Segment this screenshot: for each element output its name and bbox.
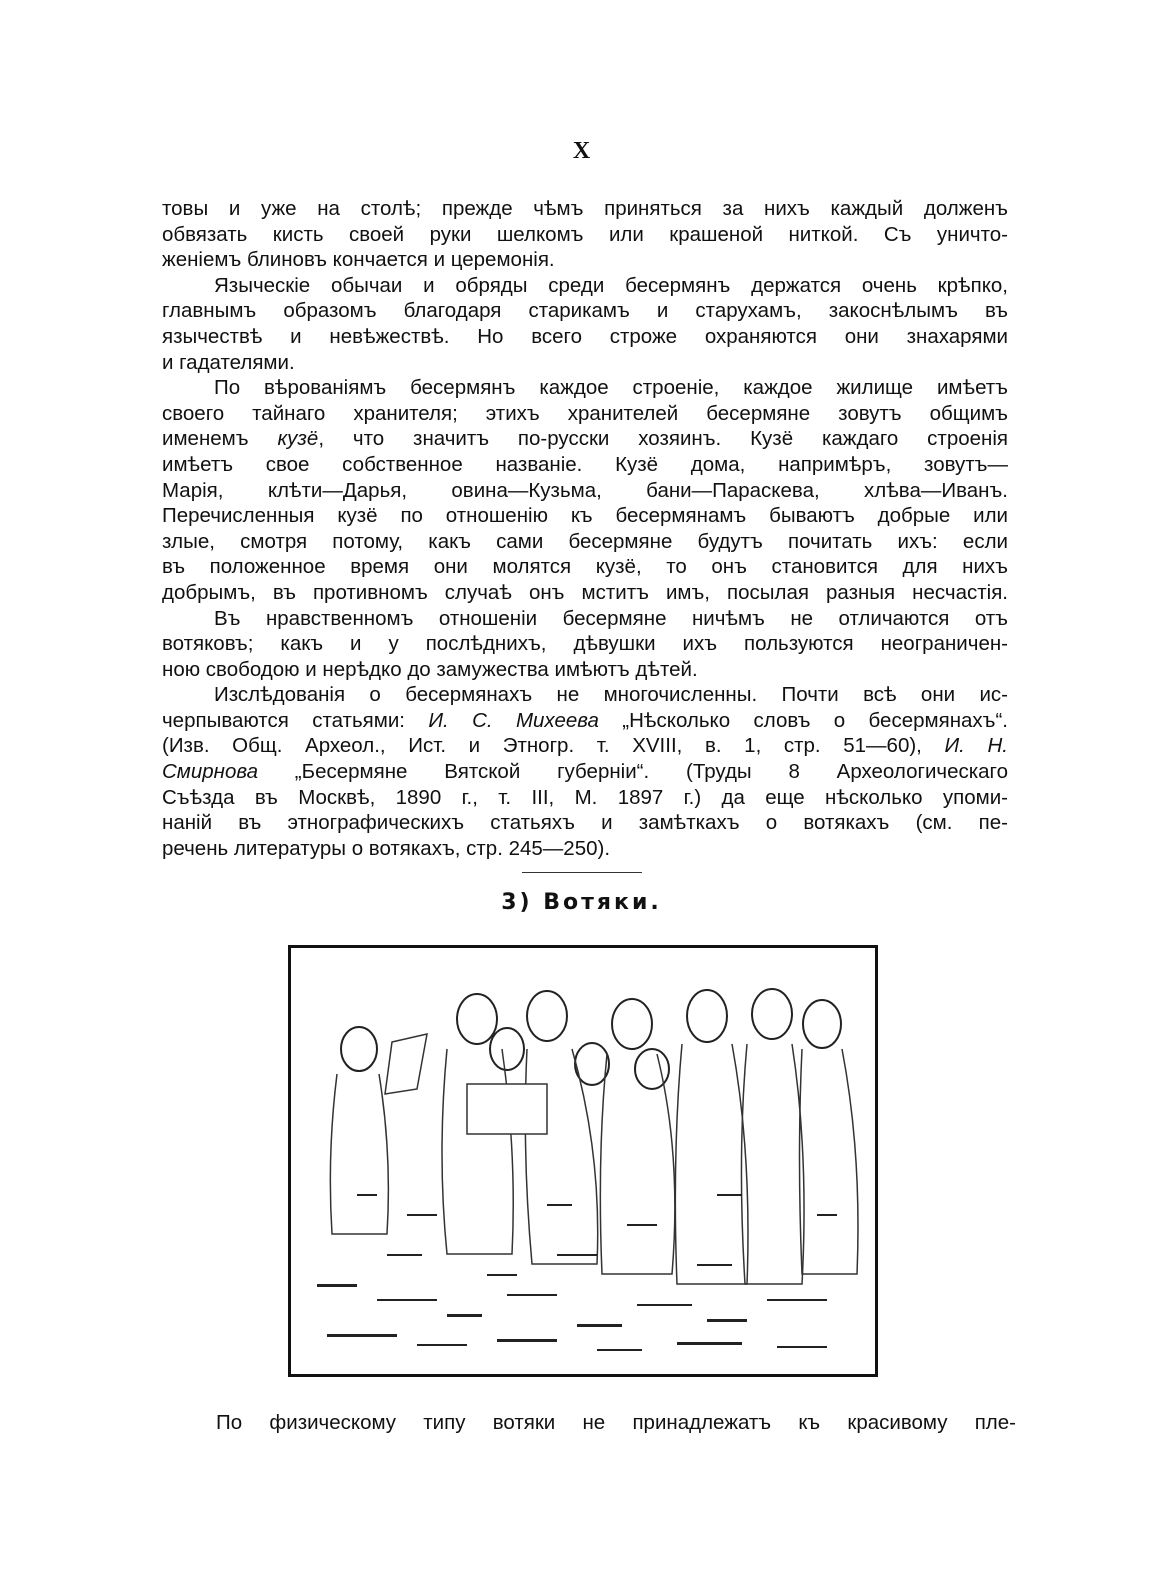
text-line: наній въ этнографическихъ статьяхъ и замѣткахъ о вотякахъ (см. пе-	[162, 811, 1008, 835]
continuation-line: По физическому типу вотяки не принадлежатъ къ красивому пле-	[216, 1411, 1016, 1434]
text-segment: (Изв. Общ. Археол., Ист. и Этногр. т. XVIII, в. 1, стр. 51—60),	[162, 734, 945, 758]
page-number: X	[572, 138, 591, 164]
text-line: и гадателями.	[162, 350, 295, 374]
text-line: товы и уже на столѣ; прежде чѣмъ приняться за нихъ каждый долженъ	[162, 197, 1008, 220]
italic-term: кузё	[277, 427, 319, 451]
group-photograph	[288, 945, 878, 1377]
text-line: По вѣрованіямъ бесермянъ каждое строеніе, каждое жилище имѣетъ	[214, 376, 1008, 400]
text-segment: „Бесермяне Вятской губерніи“. (Труды 8 Археологическаго	[258, 760, 1008, 784]
text-line: Перечисленныя кузё по отношенію къ бесермянамъ бываютъ добрые или	[162, 504, 1008, 528]
text-line	[162, 733, 1008, 759]
text-line: Марія, клѣти—Дарья, овина—Кузьма, бани—Параскева, хлѣва—Иванъ.	[162, 478, 1008, 502]
photo-illustration	[297, 954, 869, 1368]
text-line: Въ нравственномъ отношеніи бесермяне ничѣмъ не отличаются отъ	[214, 606, 1008, 630]
text-line	[162, 759, 1008, 785]
text-line: главнымъ образомъ благодаря старикамъ и старухамъ, закоснѣлымъ въ	[162, 299, 1008, 323]
text-segment: , что значитъ по-русски хозяинъ. Кузё каждаго строенія	[318, 427, 1008, 451]
text-line: Изслѣдованія о бесермянахъ не многочисленны. Почти всѣ они ис-	[214, 683, 1008, 707]
body-text	[162, 196, 1008, 861]
text-line: язычествѣ и невѣжествѣ. Но всего строже охраняются они знахарями	[162, 324, 1008, 348]
text-line: ною свободою и нерѣдко до замужества имѣютъ дѣтей.	[162, 657, 698, 681]
text-line: обвязать кисть своей руки шелкомъ или крашеной ниткой. Съ уничто-	[162, 222, 1008, 246]
text-line: Съѣзда въ Москвѣ, 1890 г., т. III, М. 1897 г.) да еще нѣсколько упоми-	[162, 785, 1008, 809]
text-line	[162, 708, 1008, 734]
author-name: И. С. Михеева	[428, 708, 599, 732]
text-line	[162, 426, 1008, 452]
text-line: речень литературы о вотякахъ, стр. 245—250).	[162, 836, 611, 860]
text-line: своего тайнаго хранителя; этихъ хранителей бесермяне зовутъ общимъ	[162, 401, 1008, 425]
text-line: въ положенное время они молятся кузё, то онъ становится для нихъ	[162, 555, 1008, 579]
text-segment: черпываются статьями:	[162, 708, 429, 732]
section-divider	[522, 872, 642, 873]
author-name: Смирнова	[162, 760, 258, 784]
text-line: имѣетъ свое собственное названіе. Кузё дома, напримѣръ, зовутъ—	[162, 452, 1008, 476]
text-line: злые, смотря потому, какъ сами бесермяне будутъ почитать ихъ: если	[162, 529, 1008, 553]
text-line: добрымъ, въ противномъ случаѣ онъ мститъ имъ, посылая разныя несчастія.	[162, 580, 1008, 604]
section-heading: 3) Вотяки.	[501, 890, 662, 915]
text-line: Языческіе обычаи и обряды среди бесермянъ держатся очень крѣпко,	[214, 273, 1008, 297]
author-name: И. Н.	[944, 734, 1008, 758]
text-segment: именемъ	[162, 427, 278, 451]
text-segment: „Нѣсколько словъ о бесермянахъ“.	[598, 708, 1008, 732]
text-line: женіемъ блиновъ кончается и церемонія.	[162, 248, 555, 272]
text-line: вотяковъ; какъ и у послѣднихъ, дѣвушки ихъ пользуются неограничен-	[162, 632, 1008, 656]
